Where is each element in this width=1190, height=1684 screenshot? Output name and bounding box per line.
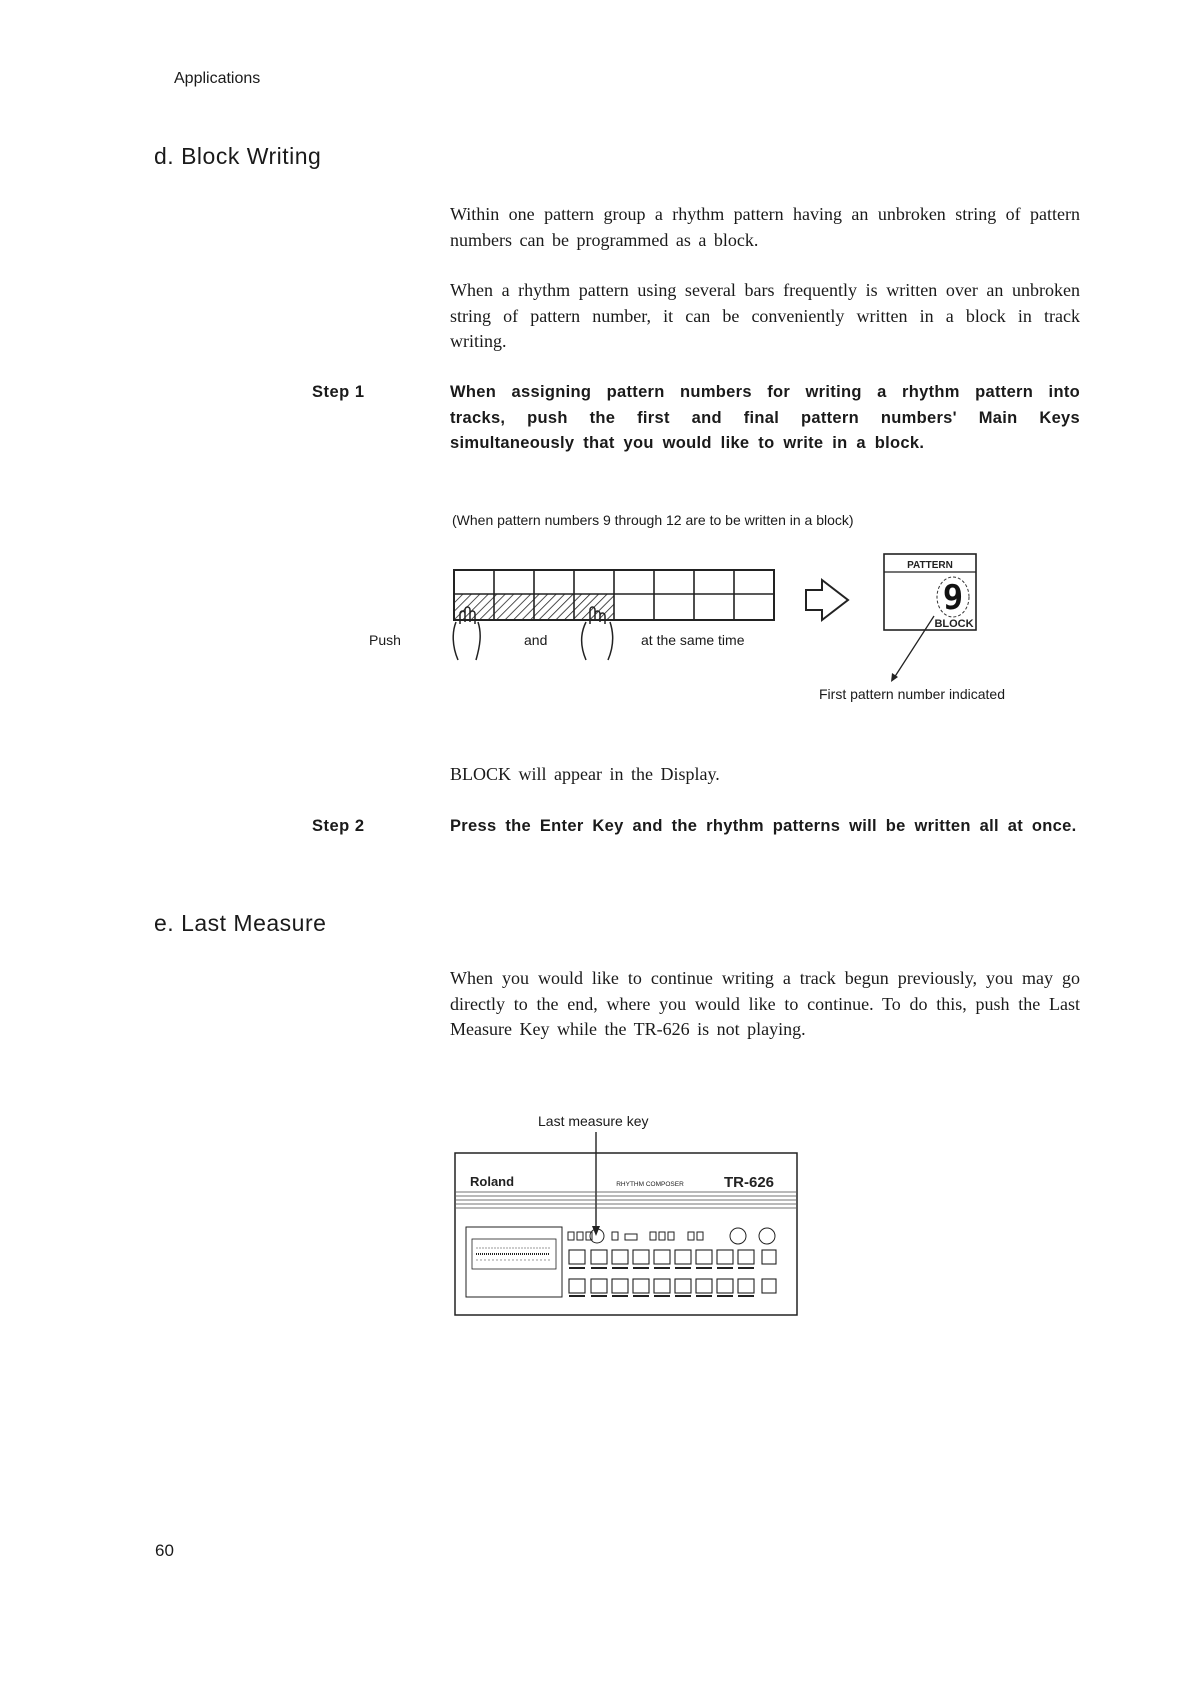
and-label: and [524,632,548,648]
same-time-label: at the same time [641,632,745,648]
step2-label: Step 2 [312,817,365,835]
display-block: BLOCK [934,618,974,630]
lcd-display [466,1227,562,1297]
page-number: 60 [155,1541,174,1560]
key-grid [454,570,774,620]
after-figure-text: BLOCK will appear in the Display. [450,764,720,784]
callout-pointer [891,616,934,682]
section-e-para1: When you would like to continue writing a track begun previously, you may go directly to the end, where you would like to continue. To do this, push the Last Measure Key while the TR-626 is not playing. [450,968,1080,1039]
section-d-title: d. Block Writing [154,143,322,169]
arrow-right-icon [806,580,848,620]
callout-first-pattern: First pattern number indicated [819,686,1005,702]
step1-label: Step 1 [312,383,365,401]
panel-model: TR-626 [723,1174,775,1191]
figure1-diagram [440,540,1140,710]
running-header: Applications [174,70,261,87]
section-d-para1: Within one pattern group a rhythm pattern having an unbroken string of pattern numbers can be programmed as a block. [450,204,1080,250]
display-title: PATTERN [907,560,953,571]
section-e-title: e. Last Measure [154,910,327,936]
last-measure-pointer [592,1132,600,1236]
figure1-caption: (When pattern numbers 9 through 12 are to be written in a block) [452,512,854,528]
step2-text: Press the Enter Key and the rhythm patterns will be written all at once. [450,817,1077,835]
tr626-panel [450,1130,800,1320]
section-d-para2: When a rhythm pattern using several bars frequently is written over an unbroken string of pattern number, it can be conveniently written in a block in track writing. [450,280,1080,351]
step1-text: When assigning pattern numbers for writing a rhythm pattern into tracks, push the first and final pattern numbers' Main Keys simultaneously that you would like to write in a block. [450,383,1080,452]
display-panel [884,554,976,630]
panel-subtitle: RHYTHM COMPOSER [616,1181,684,1188]
callout-last-measure: Last measure key [538,1113,649,1129]
panel-brand: Roland [470,1174,515,1189]
push-label: Push [369,632,401,648]
display-digit: 9 [942,578,964,618]
